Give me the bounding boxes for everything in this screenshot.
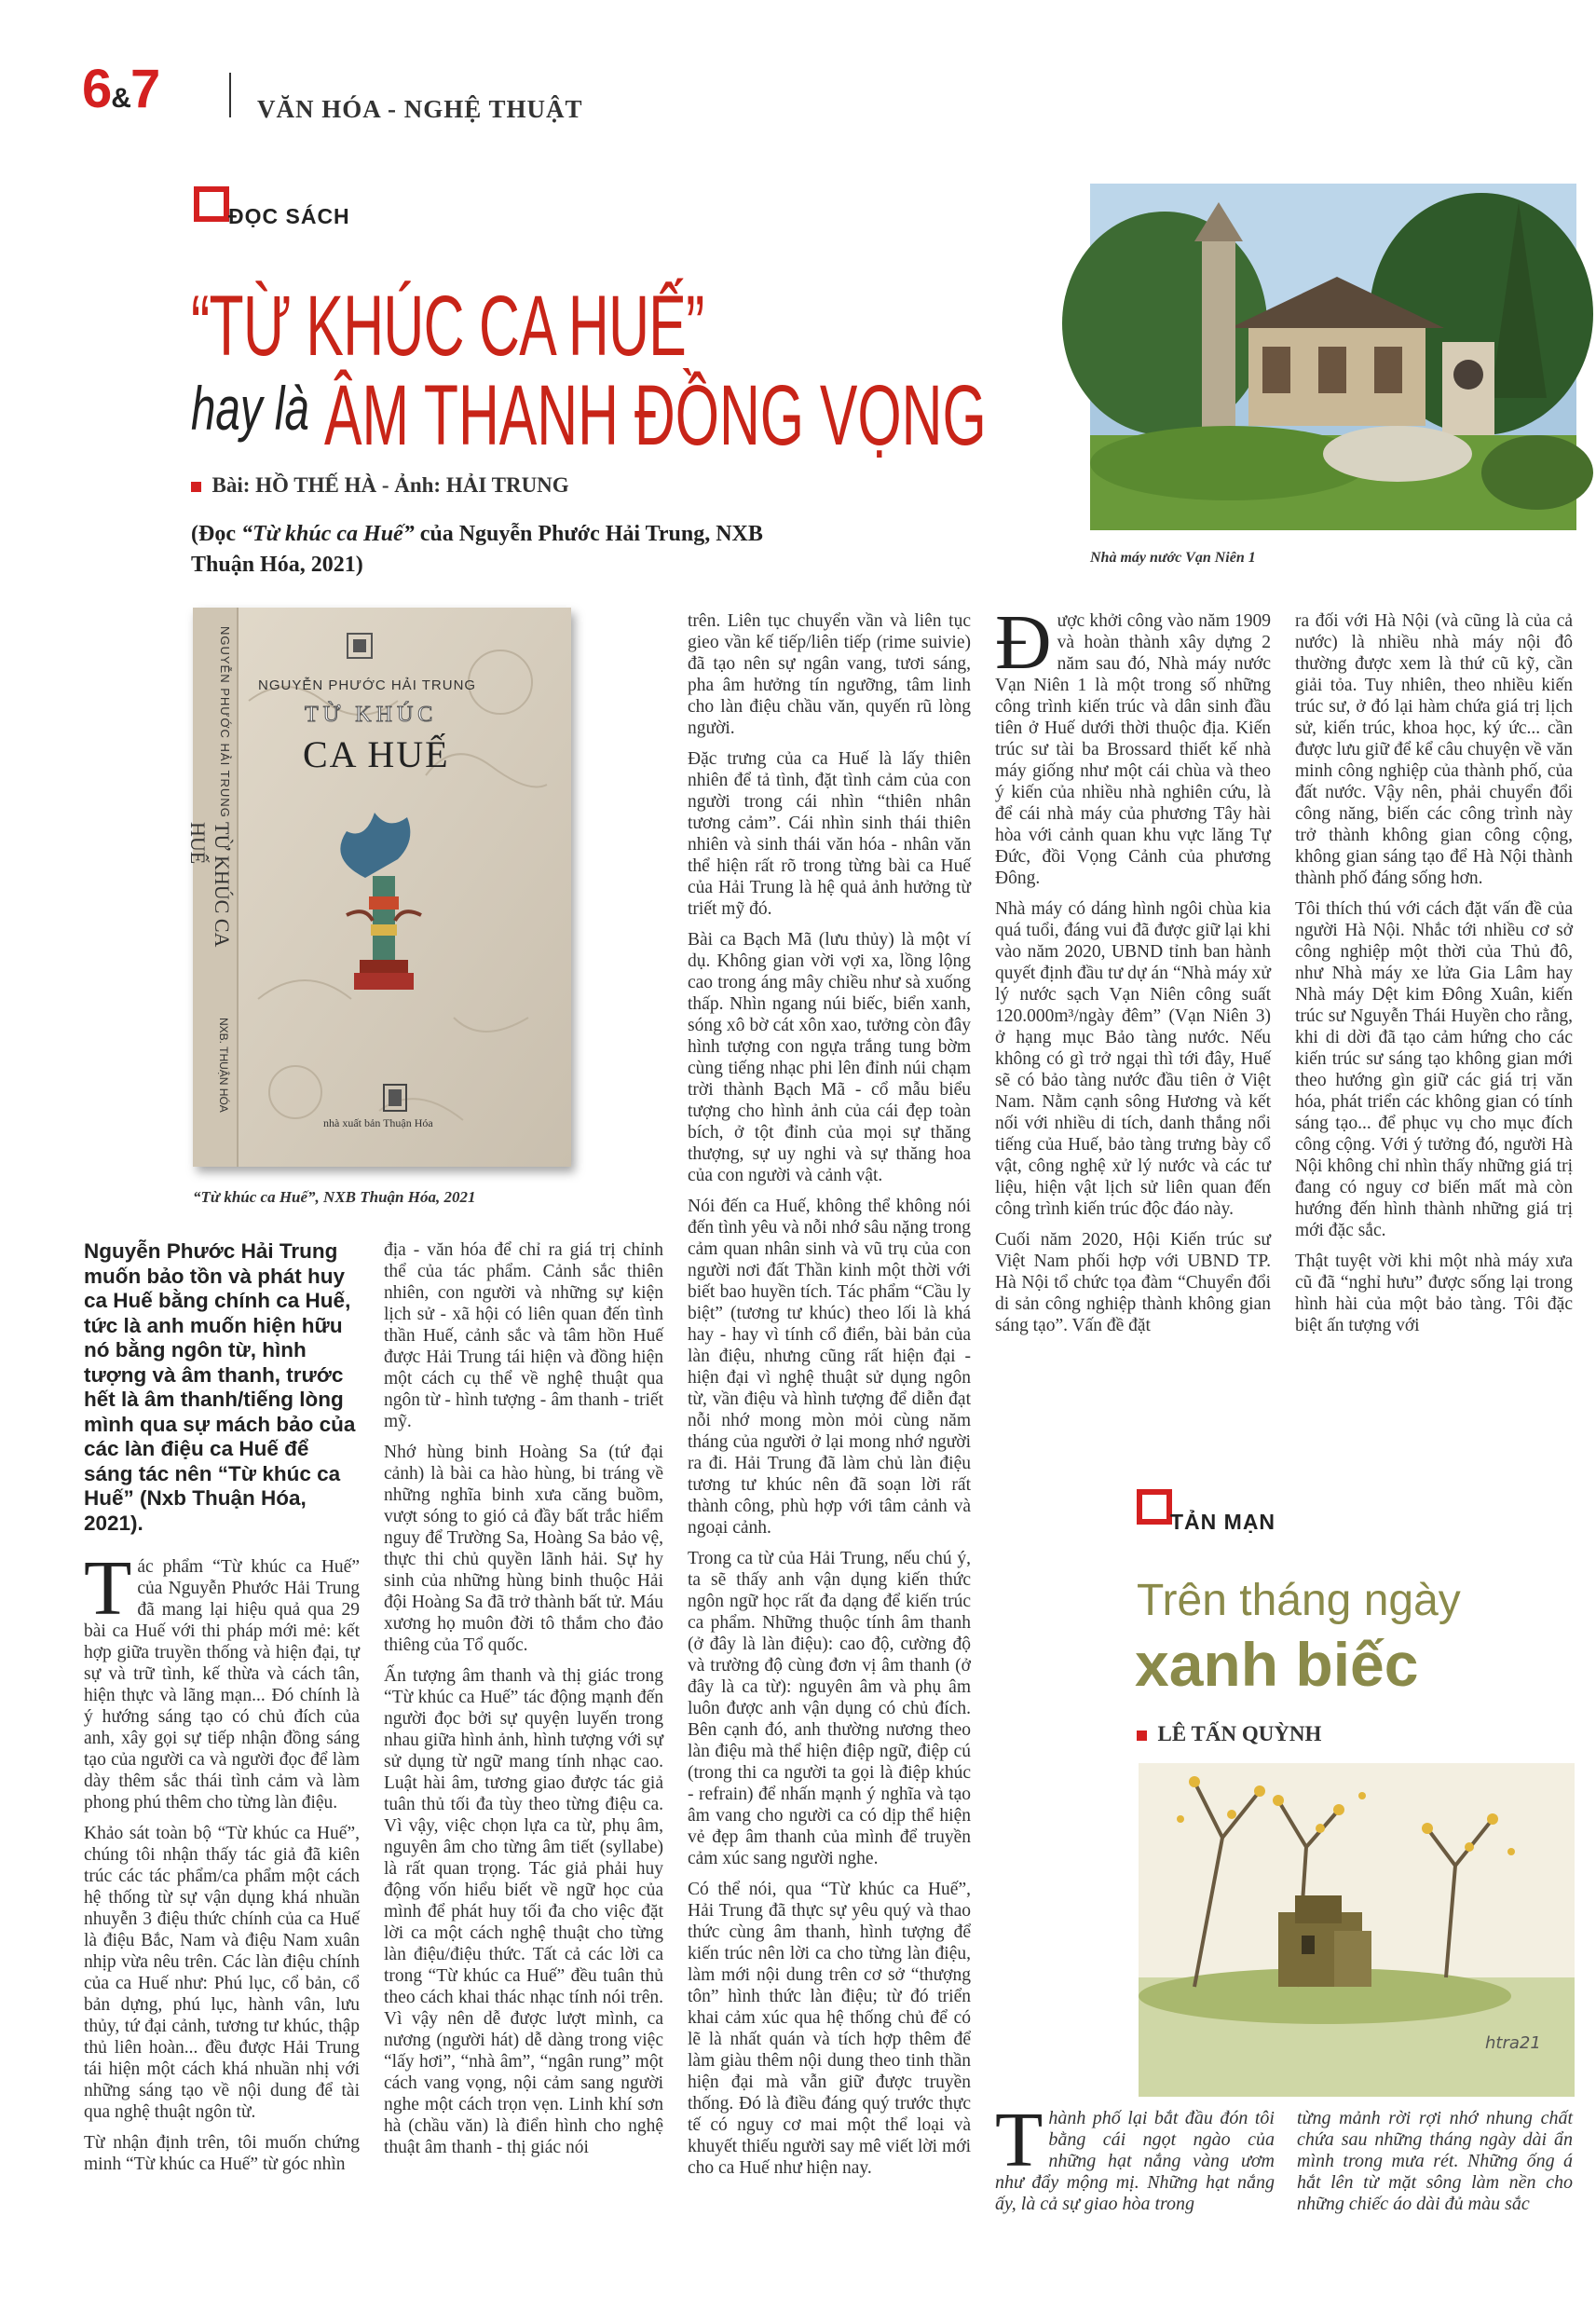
paragraph: Nhớ hùng binh Hoàng Sa (tứ đại cảnh) là bài ca hào hùng, bi tráng về những nghĩa binh xưa căng buồm, vượt sóng to gió cả đầy bất trắc hiểm nguy để Trường Sa, Hoàng Sa bảo vệ, thực thi chủ quyền lãnh hải. Sự hy sinh của những hùng binh thuộc Hải đội Hoàng Sa đã trở thành bất tử. Máu xương họ muôn đời tô thắm cho đảo thiêng của Tổ quốc. (384, 1443, 663, 1655)
article-column-2 (384, 1239, 663, 2168)
paragraph: ra đối với Hà Nội (và cũng là của cả nước) là nhiều nhà máy nội đô thường được xem là thứ cũ kỹ, cần giải tỏa. Tuy nhiên, theo nhiều kiến trúc sư, ở đó lại hàm chứa giá trị lịch sử, kiến trúc, khoa học, ký ức... cần được lưu giữ để kể câu chuyện về văn minh công nghiệp của thành phố, của đất nước. Vậy nên, phải chuyển đổi công năng, biến các công trình này trở thành không gian công cộng, không gian sáng tạo để Hà Nội thành thành phố đáng sống hơn. (1295, 611, 1573, 888)
tanman-category-label: TẢN MẠN (1170, 1510, 1276, 1534)
book-caption: “Từ khúc ca Huế”, NXB Thuận Hóa, 2021 (193, 1188, 476, 1206)
headline-line1: “TỪ KHÚC CA HUẾ” (191, 279, 704, 374)
paragraph: Ấn tượng âm thanh và thị giác trong “Từ khúc ca Huế” tác động mạnh đến người đọc bởi sự quyện luyến trong nhau giữa hình ảnh, hình tượng với sự sử dụng từ ngữ mang tính nhạc cao. Luật hài âm, tương giao được tác giả tuân thủ tối đa tùy theo từng điệu ca. Vì vậy, việc chọn lựa ca từ, phụ âm, nguyên âm cho từng âm tiết (syllabe) là rất quan trọng. Tác giả phải huy động vốn hiểu biết về ngữ học của mình để phát huy tối đa cho việc đặt lời ca một cách nghệ thuật cho từng làn điệu/điệu thức. Tất cả các lời ca trong “Từ khúc ca Huế” đều tuân thủ theo cách khai thác nhạc tính nói trên. Vì vậy nên dễ được lượt mình, ca nương (người hát) dễ dàng trong việc “lấy hơi”, “nhà âm”, “ngân rung” một cách vang vọng, nội cảm sang người nghe một cách trọn vẹn. Linh khí sơn hà (chầu văn) là điển hình cho nghệ thuật âm thanh - thị giác nói (384, 1666, 663, 2157)
byline: Bài: HỒ THẾ HÀ - Ảnh: HẢI TRUNG (191, 473, 569, 498)
header-divider (229, 73, 231, 117)
page-number: 6&7 (82, 59, 160, 119)
painting-signature: htra21 (1485, 2033, 1541, 2053)
photo-caption: Nhà máy nước Vạn Niên 1 (1090, 550, 1256, 566)
headline-line2: ÂM THANH ĐỒNG VỌNG (324, 368, 987, 463)
paragraph: Nhà máy có dáng hình ngôi chùa kia quá tuổi, đáng vui đã được giữ lại khi vào năm 2020, UBND tỉnh ban hành quyết định đầu tư dự án “Nhà máy xử lý nước sạch Vạn Niên công suất 120.000m³/ngày đêm” (Vạn Niên 3) ở hạng mục Bảo tàng nước. Nếu không có gì trở ngại thì tới đây, Huế sẽ có bảo tàng nước đầu tiên ở Việt Nam. Nằm cạnh sông Hương và kết nối với nhiều di tích, danh thắng nổi tiếng của Huế, bảo tàng trưng bày cổ vật, công nghệ xử lý nước và các tư liệu, hiện vật lịch sử liên quan đến công trình kiến trúc độc đáo này. (995, 899, 1271, 1219)
book-spine-publisher: NXB. THUẬN HÓA (217, 1018, 230, 1113)
article-column-3 (688, 610, 971, 2188)
tanman-author: LÊ TẤN QUỲNH (1137, 1722, 1321, 1746)
side-column-5 (1295, 610, 1573, 1346)
side-column-4 (995, 599, 1271, 1346)
book-reference: (Đọc “Từ khúc ca Huế” của Nguyễn Phước Hải Trung, NXB Thuận Hóa, 2021) (191, 522, 763, 577)
paragraph: địa - văn hóa để chỉ ra giá trị chỉnh thể của tác phẩm. Cảnh sắc thiên nhiên, con người và những sự kiện lịch sử - xã hội có liên quan đến tình thần Huế, cảnh sắc và tâm hồn Huế được Hải Trung tái hiện và đồng hiện một cách cụ thể về nghệ thuật qua ngôn từ - hình tượng - âm thanh - triết mỹ. (384, 1240, 663, 1431)
paragraph: Nói đến ca Huế, không thể không nói đến tình yêu và nỗi nhớ sâu nặng trong cảm quan nhân sinh và vũ trụ của con người nơi đất Thần kinh một thời với biết bao huyền tích. Tác phẩm “Cầu ly biệt” (tương tư khúc) theo lối là khá hay - hay vì tính cổ điển, bài bản của làn điệu, nhưng cũng rất hiện đại - hiện đại vì nghệ thuật sử dụng ngôn từ, vần điệu và hình tượng để diễn đạt nỗi nhớ mong mòn mỏi cùng năm tháng của người ở lại mong nhớ người ra đi. Hải Trung đã làm chủ làn điệu tương tư khúc nên đã soạn lời rất thành công, phù hợp với tâm cảnh và ngoại cảnh. (688, 1197, 971, 1538)
book-author: NGUYỄN PHƯỚC HẢI TRUNG (258, 677, 477, 693)
paragraph: Tôi thích thú với cách đặt vấn đề của người Hà Nội. Nhắc tới nhiều cơ sở công nghiệp một thời của Thủ đô, như Nhà máy xe lửa Gia Lâm hay Nhà máy Dệt kim Đông Xuân, kiến trúc sư Nguyễn Thái Huyền cho rằng, khi di dời đã tạo cảm hứng cho các kiến trúc sư sáng tạo không gian mới theo hướng gìn giữ các giá trị văn hóa, phát triển các không gian có tính sáng tạo... để phục vụ cho mục đích công cộng. Với ý tưởng đó, người Hà Nội không chỉ nhìn thấy những giá trị đang có nguy cơ biến mất mà còn hướng đến hình thành những giá trị mới đặc sắc. (1295, 899, 1573, 1240)
lead-paragraph: Nguyễn Phước Hải Trung muốn bảo tồn và phát huy ca Huế bằng chính ca Huế, tức là anh muốn hiện hữu nó bằng ngôn từ, hình tượng và âm thanh, trước hết là âm thanh/tiếng lòng mình qua sự mách bảo của các làn điệu ca Huế để sáng tác nên “Từ khúc ca Huế” (Nxb Thuận Hóa, 2021). (84, 1239, 356, 1535)
paragraph: Bài ca Bạch Mã (lưu thủy) là một ví dụ. Không gian vời vợi xa, lồng lộng cao trong áng mây chiều như sà xuống thấp. Nhìn ngang núi biếc, biển xanh, sóng xô bờ cát xôn xao, tưởng còn đây hình tượng con ngựa trắng tung bờm cùng tiếng nhạc phi lên đỉnh núi chạm trời thành Bạch Mã - cổ mẫu biểu tượng cho hình ảnh của cái đẹp toàn bích, ở tột đỉnh của mọi sự thăng thượng, sự uy nghi và sự thăng hoa của con người và cảnh vật. (688, 930, 971, 1185)
paragraph: Cuối năm 2020, Hội Kiến trúc sư Việt Nam phối hợp với UBND TP. Hà Nội tổ chức tọa đàm “Chuyển đổi di sản công nghiệp thành không gian sáng tạo”. Vấn đề đặt (995, 1230, 1271, 1335)
headline-prefix: hay là (191, 374, 309, 443)
bullet-square-icon (191, 482, 201, 492)
paragraph: Từ nhận định trên, tôi muốn chứng minh “Từ khúc ca Huế” từ góc nhìn (84, 2133, 360, 2174)
tanman-painting (1139, 1763, 1575, 2097)
paragraph: Tác phẩm “Từ khúc ca Huế” của Nguyễn Phước Hải Trung đã mang lại hiệu quả qua 29 bài ca Huế với thi pháp mới mẻ: kết hợp giữa truyền thống và hiện đại, tự sự và trữ tình, kế thừa và cách tân, hiện thực và lãng mạn... Đó chính là ý hướng sáng tạo có chủ đích của anh, xây gọi sự tiếp nhận đồng sáng tạo của người ca và người đọc để làm dày thêm sắc thái tình cảm và làm phong phú thêm cho từng làn điệu. (84, 1545, 360, 1813)
category-label: ĐỌC SÁCH (228, 204, 350, 228)
book-cover-image (186, 608, 571, 1167)
book-publisher: nhà xuất bản Thuận Hóa (323, 1116, 433, 1129)
drop-cap: T (84, 1545, 132, 1632)
paragraph: Khảo sát toàn bộ “Từ khúc ca Huế”, chúng tôi nhận thấy tác giả đã kiên trúc các tác phẩm/ca phẩm một cách hệ thống từ sự vận dụng khá nhuần nhuyễn 3 điệu thức chính của ca Huế là điệu Bắc, Nam và điệu Nam xuân nhịp vừa nêu trên. Các làn điệu chính của ca Huế như: Phú lục, cổ bản, cổ bản dựng, phú lục, hành vân, lưu thủy, tứ đại cảnh, tương tư khúc, thập thủ liên hoàn... đều được Hải Trung tái hiện một cách khá nhuần nhị với những sáng tạo về nội dung để tài qua nghệ thuật ngôn từ. (84, 1824, 360, 2122)
tanman-column-1: Thành phố lại bắt đầu đón tôi bằng cái ngọt ngào của những hạt nắng vàng ươm như đẩy mộng mị. Những hạt nắng ấy, là cả sự giao hòa trong (995, 2097, 1275, 2214)
book-spine-author: NGUYỄN PHƯỚC HẢI TRUNG (218, 626, 232, 818)
paragraph: Trong ca từ của Hải Trung, nếu chú ý, ta sẽ thấy anh vận dụng kiến thức ngôn ngữ học rất đa dạng để kiến trúc ca phẩm. Những thuộc tính âm thanh (ở đây là làn điệu): cao độ, cường độ và trường độ cùng đơn vị âm thanh (ở đây là ca từ): nguyên âm và phụ âm luôn được anh vận dụng có chủ đích. Bên cạnh đó, anh thường nương theo làn điệu mà thể hiện điệp ngữ, điệp cú (trong thi ca người ta gọi là điệp khúc - refrain) để nhấn mạnh ý nghĩa và tạo âm vang cho người ca có dịp thể hiện vẻ đẹp âm thanh của mình để truyền cảm xúc sang người nghe. (688, 1549, 971, 1868)
bullet-square-icon (1137, 1731, 1147, 1741)
paragraph: Thật tuyệt vời khi một nhà máy xưa cũ đã “nghỉ hưu” được sống lại trong hình hài của một bảo tàng. Tôi đặc biệt ấn tượng với (1295, 1252, 1573, 1335)
factory-photo (1090, 184, 1576, 530)
tanman-title-line2: xanh biếc (1135, 1630, 1419, 1699)
book-title-big: CA HUẾ (303, 733, 450, 775)
drop-cap: T (995, 2097, 1044, 2183)
paragraph: Có thể nói, qua “Từ khúc ca Huế”, Hải Trung đã thực sự yêu quý và thao thức cùng âm thanh, hình tượng để kiến trúc nên lời ca cho từng làn điệu, làm mới nội dung trên cơ sở “thượng tôn” hình thức làn điệu; từ đó triển khai cảm xúc qua hệ thống chủ để có lẽ là nhất quán và tích hợp thêm để làm giàu thêm nội dung theo tinh thần hiện đại mà vẫn giữ được truyền thống. Đó là điều đáng quý trước thực tế có nguy cơ mai một thể loại và khuyết thiếu người say mê viết lời mới cho ca Huế như hiện nay. (688, 1880, 971, 2178)
tanman-title-line1: Trên tháng ngày (1137, 1576, 1461, 1625)
article-column-1 (84, 1545, 360, 2184)
paragraph: trên. Liên tục chuyển vần và liên tục gieo vần kế tiếp/liên tiếp (rime suivie) đã tạo nên sự ngân vang, tươi sáng, pha âm hưởng tín ngưỡng, tâm linh cho làn điệu chầu văn, quyến rũ lòng người. (688, 611, 971, 738)
paragraph: Đặc trưng của ca Huế là lấy thiên nhiên để tả tình, đặt tình cảm của con người trong cái nhìn “thiên nhân tương cảm”. Cái nhìn sinh thái thiên nhiên và sinh thái văn hóa - nhân văn thể hiện rất rõ trong từng bài ca Huế của Hải Trung là hệ quả ảnh hưởng từ triết mỹ đó. (688, 749, 971, 919)
book-title-small: TỪ KHÚC (305, 703, 438, 727)
drop-cap: Đ (995, 599, 1052, 686)
tanman-category-box-icon (1137, 1489, 1172, 1525)
category-box-icon (194, 186, 229, 222)
section-label: VĂN HÓA - NGHỆ THUẬT (257, 95, 583, 123)
paragraph: Được khởi công vào năm 1909 và hoàn thành xây dựng 2 năm sau đó, Nhà máy nước Vạn Niên 1 là một trong số những công trình kiến trúc và dân sinh đầu tiên ở Huế dưới thời thuộc địa. Kiến trúc sư tài ba Brossard thiết kế nhà máy giống như một cái chùa và theo ý kiến của nhiều nhà nghiên cứu, là để cái nhà máy của phương Tây hài hòa với cảnh quan khu vực lăng Tự Đức, đồi Vọng Cảnh của phương Đông. (995, 599, 1271, 888)
tanman-column-2: từng mảnh rời rợi nhớ nhung chất chứa sau những tháng ngày dài ẩn mình trong mưa rét. Những ống á hắt lên từ mặt sông làm nền cho những chiếc áo dài đủ màu sắc (1297, 2108, 1573, 2214)
book-spine-title: TỪ KHÚC CA HUẾ (186, 822, 234, 947)
